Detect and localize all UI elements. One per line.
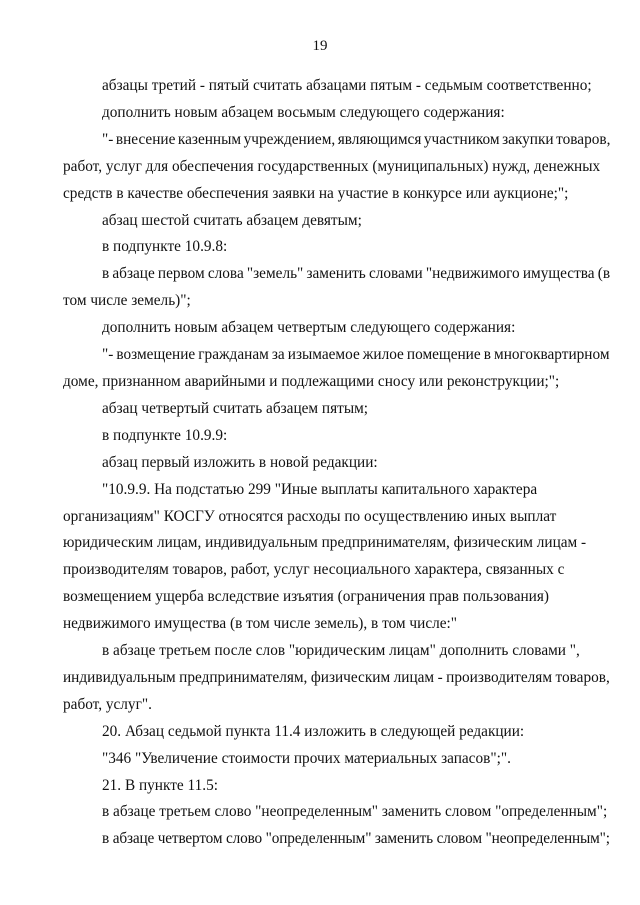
paragraph-line: 20. Абзац седьмой пункта 11.4 изложить в следующей редакции: — [102, 722, 525, 740]
paragraph-p8 — [63, 342, 610, 396]
paragraph-p9 — [63, 396, 610, 423]
paragraph-p17 — [63, 799, 610, 826]
document-body — [63, 73, 610, 853]
paragraph-p7 — [63, 315, 610, 342]
paragraph-line: абзац четвертый считать абзацем пятым; — [102, 399, 369, 417]
paragraph-line: в абзаце третьем слово "неопределенным" заменить словом "определенным"; — [102, 803, 608, 821]
paragraph-line: в абзаце первом слова "земель" заменить словами "недвижимого имущества (в — [102, 265, 611, 283]
paragraph-line: производителям товаров, работ, услуг несоциального характера, связанных с — [63, 561, 565, 579]
paragraph-line: абзац шестой считать абзацем девятым; — [102, 211, 362, 229]
paragraph-line: работ, услуг". — [63, 695, 152, 713]
paragraph-line: дополнить новым абзацем восьмым следующего содержания: — [102, 103, 505, 121]
paragraph-line: абзацы третий - пятый считать абзацами пятым - седьмым соответственно; — [102, 77, 592, 94]
paragraph-line: в абзаце четвертом слово "определенным" заменить словом "неопределенным"; — [102, 830, 610, 848]
paragraph-p3 — [63, 127, 610, 208]
paragraph-p2 — [63, 100, 610, 127]
paragraph-line: работ, услуг для обеспечения государственных (муниципальных) нужд, денежных — [63, 157, 601, 175]
paragraph-line: "- возмещение гражданам за изымаемое жилое помещение в многоквартирном — [102, 346, 610, 364]
paragraph-p14 — [63, 719, 610, 746]
paragraph-line: в абзаце третьем после слов "юридическим лицам" дополнить словами ", — [102, 642, 580, 660]
paragraph-line: индивидуальным предпринимателям, физическим лицам - производителям товаров, — [63, 668, 610, 686]
paragraph-line: доме, признанном аварийными и подлежащими сносу или реконструкции;"; — [63, 372, 560, 390]
paragraph-p4 — [63, 208, 610, 235]
paragraph-line: "346 "Увеличение стоимости прочих материальных запасов";". — [102, 749, 511, 767]
paragraph-p1 — [63, 73, 610, 100]
paragraph-line: 21. В пункте 11.5: — [102, 776, 218, 794]
paragraph-line: "- внесение казенным учреждением, являющимся участником закупки товаров, — [102, 130, 611, 148]
page-number: 19 — [312, 38, 328, 54]
paragraph-line: дополнить новым абзацем четвертым следующего содержания: — [102, 319, 516, 337]
paragraph-line: в подпункте 10.9.8: — [102, 238, 228, 256]
paragraph-p10 — [63, 423, 610, 450]
paragraph-p6 — [63, 261, 610, 315]
paragraph-p11 — [63, 450, 610, 477]
paragraph-line: том числе земель)"; — [63, 292, 191, 310]
paragraph-line: возмещением ущерба вследствие изъятия (ограничения прав пользования) — [63, 588, 549, 606]
paragraph-line: средств в качестве обеспечения заявки на участие в конкурсе или аукционе;"; — [63, 184, 569, 202]
paragraph-p12 — [63, 477, 610, 638]
paragraph-line: юридическим лицам, индивидуальным предпринимателям, физическим лицам - — [63, 534, 587, 552]
paragraph-p16 — [63, 773, 610, 800]
paragraph-line: "10.9.9. На подстатью 299 "Иные выплаты капитального характера — [102, 480, 538, 498]
paragraph-line: в подпункте 10.9.9: — [102, 426, 228, 444]
paragraph-p18 — [63, 826, 610, 853]
paragraph-p15 — [63, 746, 610, 773]
paragraph-p5 — [63, 234, 610, 261]
paragraph-line: недвижимого имущества (в том числе земель), в том числе:" — [63, 615, 458, 633]
paragraph-line: абзац первый изложить в новой редакции: — [102, 453, 378, 471]
paragraph-line: организациям" КОСГУ относятся расходы по осуществлению иных выплат — [63, 507, 557, 525]
paragraph-p13 — [63, 638, 610, 719]
